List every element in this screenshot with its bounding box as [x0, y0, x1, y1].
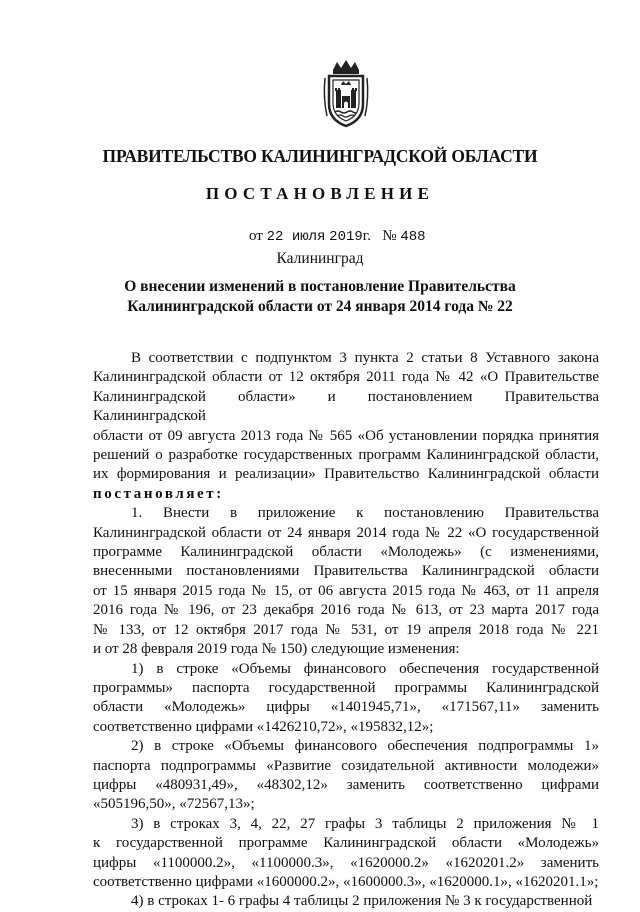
- document-subject: [0, 277, 640, 317]
- body-line: 2016 года № 196, от 23 декабря 2016 года № 613, от 23 марта 2017 года: [93, 602, 599, 619]
- body-line: № 133, от 12 октября 2017 года № 531, от 19 апреля 2018 года № 221: [93, 621, 599, 638]
- body-line: 2) в строке «Объемы финансового обеспечения подпрограммы 1»: [131, 738, 599, 755]
- subitem-1-paragraph: [93, 660, 599, 738]
- document-type-heading: ПОСТАНОВЛЕНИЕ: [205, 184, 435, 203]
- body-line: решений о разработке государственных программ Калининградской области,: [93, 447, 599, 464]
- body-line: 1. Внести в приложение к постановлению Правительства: [131, 505, 599, 522]
- subject-line-1: О внесении изменений в постановление Правительства: [124, 278, 516, 295]
- body-line: «505196,50», «72567,13»;: [93, 796, 255, 813]
- body-line: программе Калининградской области «Молодежь» (с изменениями,: [93, 544, 599, 561]
- body-line: В соответствии с подпунктом 3 пункта 2 статьи 8 Уставного закона: [131, 350, 599, 366]
- date-number-line: [249, 228, 426, 245]
- body-line: программы» паспорта государственной программы Калининградской: [93, 679, 599, 696]
- date-day-month: 22 июля: [266, 229, 326, 245]
- date-year: 2019: [329, 229, 363, 245]
- body-line: 3) в строках 3, 4, 22, 27 графы 3 таблицы 2 приложения № 1: [131, 815, 599, 832]
- body-line: паспорта подпрограммы «Развитие созидательной активности молодежи»: [93, 757, 599, 774]
- subitem-4-paragraph: [93, 892, 599, 911]
- body-line: Калининградской области от 24 января 2014 года № 22 «О государственной: [93, 524, 599, 541]
- item-1-paragraph: [93, 504, 599, 659]
- document-body: [93, 349, 599, 912]
- body-line: Калининградской области» и постановлением Правительства Калининградской: [93, 388, 599, 425]
- government-title: ПРАВИТЕЛЬСТВО КАЛИНИНГРАДСКОЙ ОБЛАСТИ: [102, 146, 538, 166]
- body-line: соответственно цифрами «1600000.2», «1600000.3», «1620000.1», «1620201.1»;: [93, 873, 599, 890]
- subitem-2-paragraph: [93, 737, 599, 815]
- body-line: цифры «480931,49», «48302,12» заменить соответственно цифрами: [93, 776, 599, 793]
- document-number: 488: [400, 229, 426, 245]
- city-name: Калининград: [276, 250, 364, 267]
- body-line: Калининградской области от 12 октября 2011 года № 42 «О Правительстве: [93, 369, 599, 386]
- body-line: области «Молодежь» цифры «1401945,71», «171567,11» заменить: [93, 699, 599, 716]
- body-line: и от 28 февраля 2019 года № 150) следующие изменения:: [93, 641, 460, 658]
- preamble-paragraph: [93, 349, 599, 504]
- body-line: 1) в строке «Объемы финансового обеспечения государственной: [131, 660, 599, 677]
- body-line: внесенными постановлениями Правительства Калининградской области: [93, 563, 599, 580]
- decree-word: постановляет:: [93, 485, 224, 502]
- number-sign: №: [382, 228, 397, 244]
- body-line: от 15 января 2015 года № 15, от 06 августа 2015 года № 463, от 11 апреля: [93, 582, 599, 599]
- date-year-suffix: г.: [362, 228, 371, 244]
- body-line: к государственной программе Калининградской области «Молодежь»: [93, 835, 599, 852]
- body-line: соответственно цифрами «1426210,72», «195832,12»;: [93, 718, 434, 735]
- date-prefix: от: [249, 228, 263, 244]
- body-line: 4) в строках 1- 6 графы 4 таблицы 2 приложения № 3 к государственной: [131, 893, 593, 910]
- body-line: цифры «1100000.2», «1100000.3», «1620000.2» «1620201.2» заменить: [93, 854, 599, 871]
- subitem-3-paragraph: [93, 815, 599, 893]
- body-line: их формирования и реализации» Правительство Калининградской области: [93, 466, 599, 483]
- subject-line-2: Калининградской области от 24 января 2014 года № 22: [127, 298, 513, 315]
- coat-of-arms-icon: [321, 58, 371, 130]
- body-line: области от 09 августа 2013 года № 565 «Об установлении порядка принятия: [93, 427, 599, 444]
